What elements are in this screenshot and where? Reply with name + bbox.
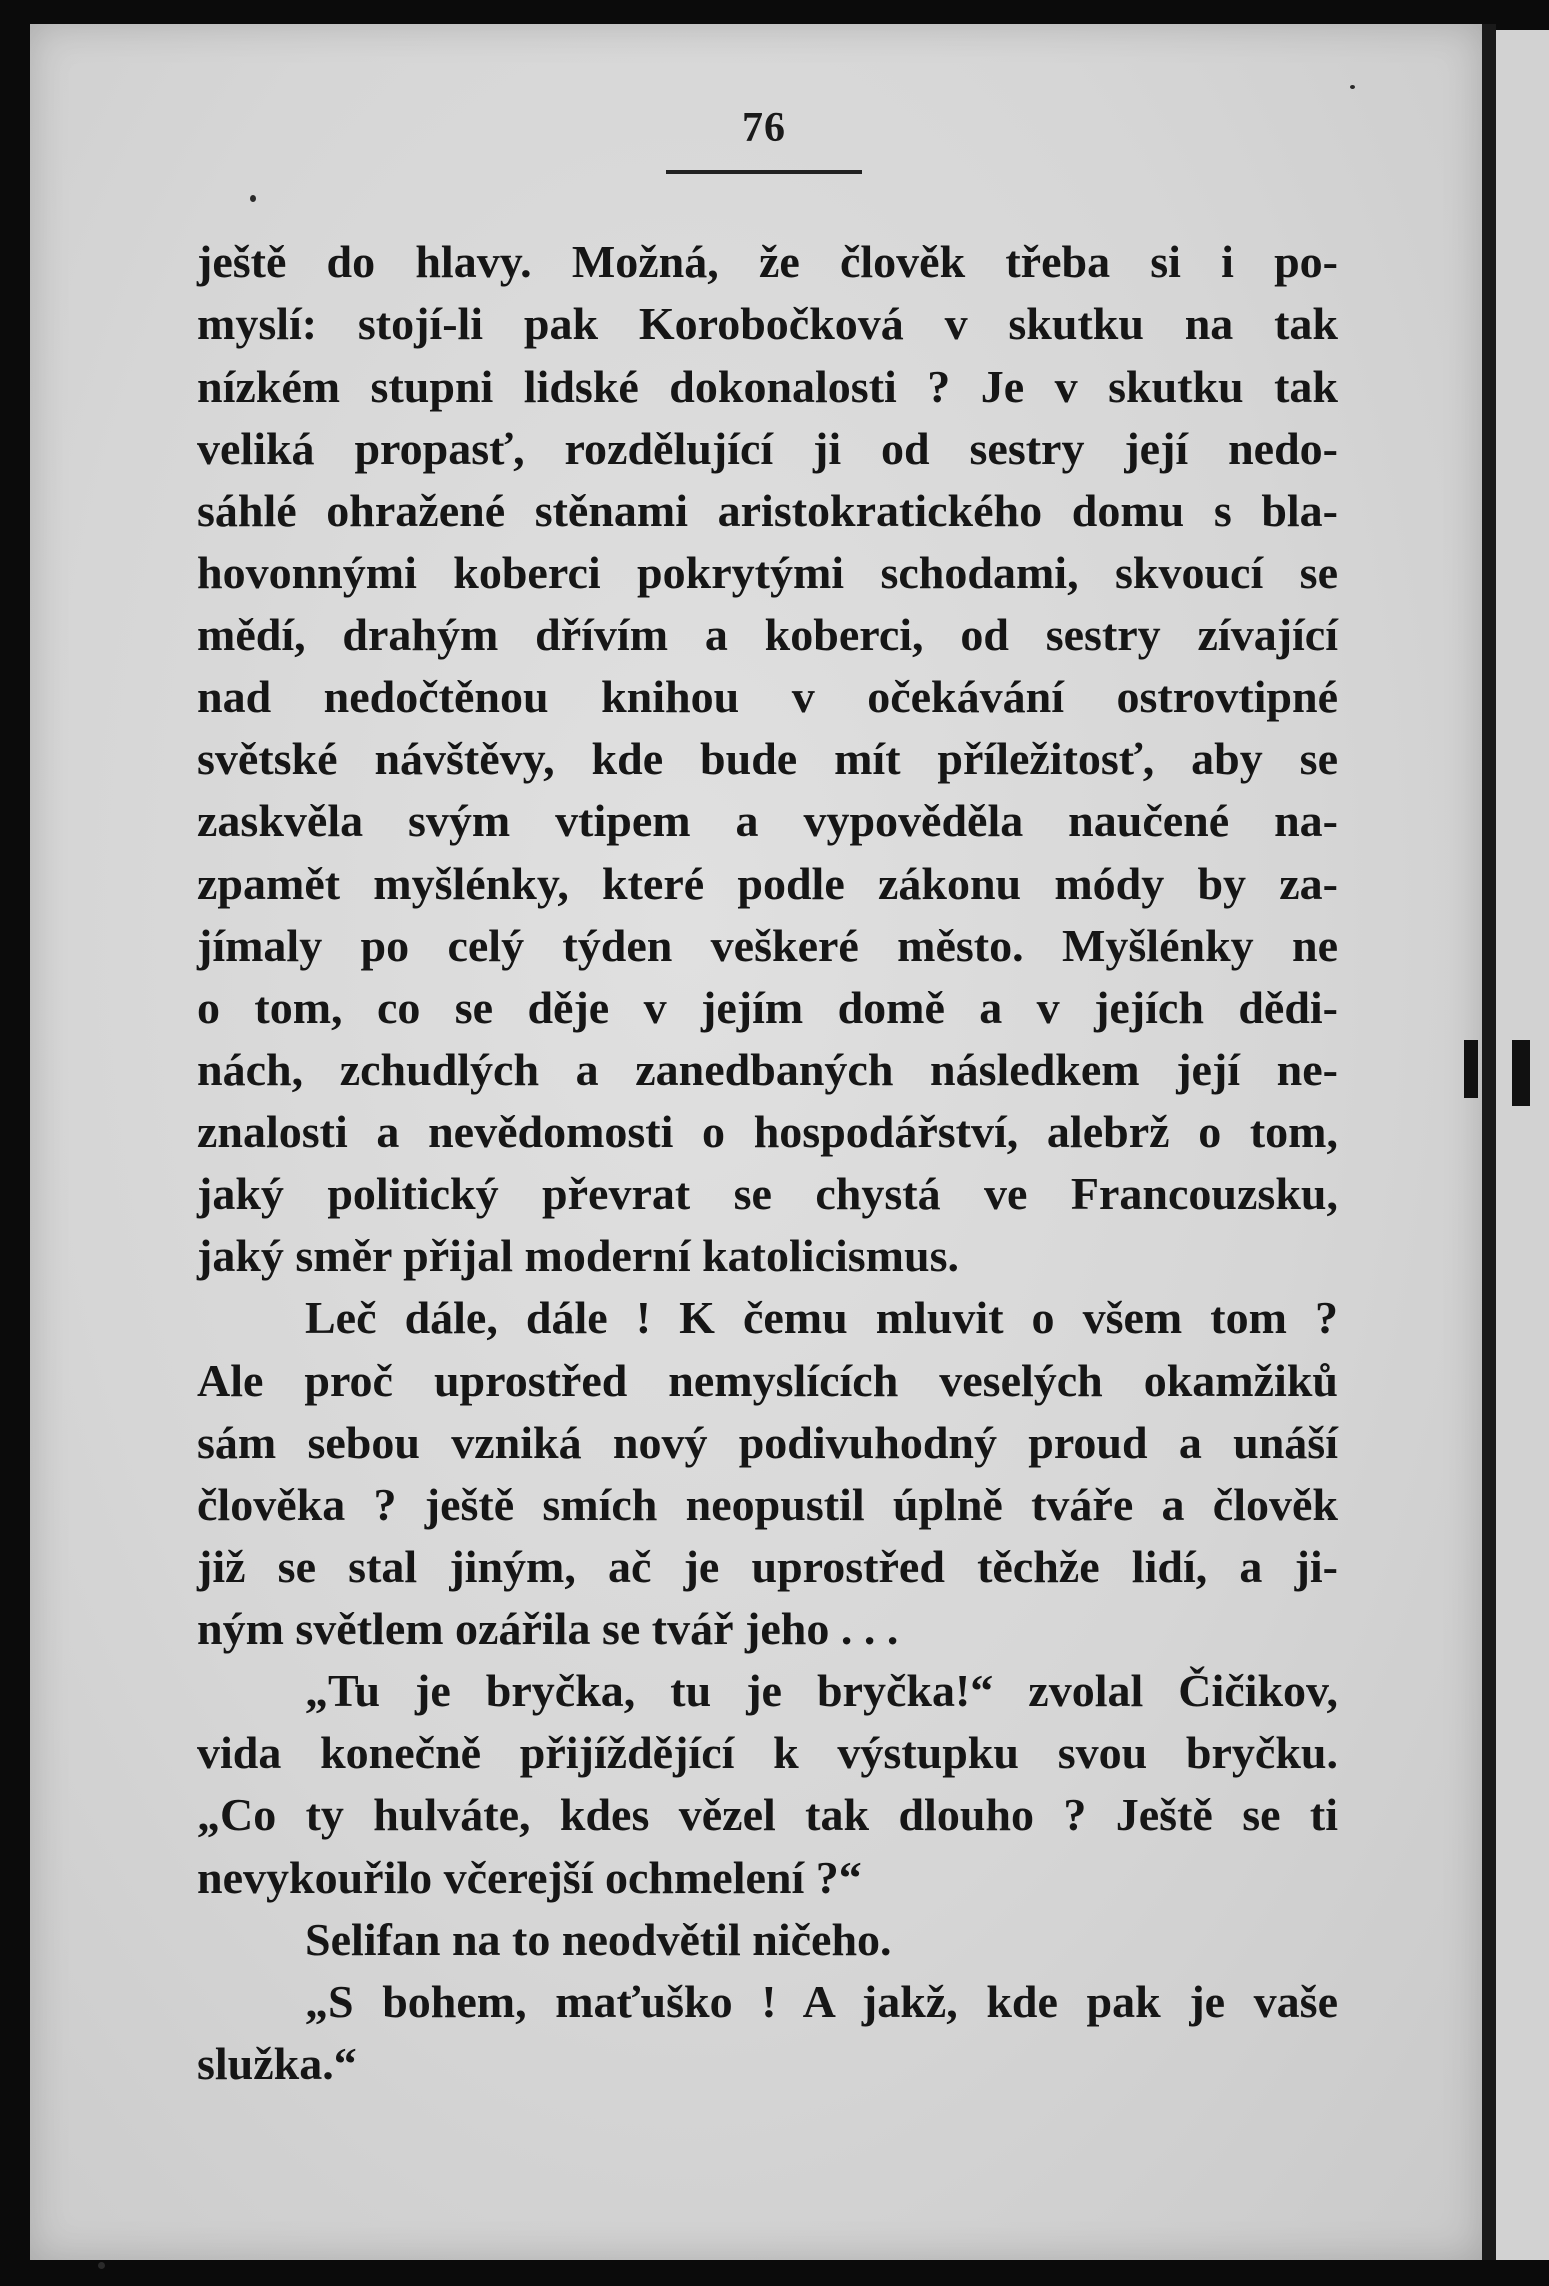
text-line: o tom, co se děje v jejím domě a v jejích dědi- — [197, 982, 1338, 1033]
text-line: nevykouřilo včerejší ochmelení ?“ — [197, 1852, 862, 1903]
text-line: myslí: stojí-li pak Korobočková v skutku na tak — [197, 298, 1338, 349]
paper-speck — [1350, 85, 1355, 89]
text-line: Leč dále, dále ! K čemu mluvit o všem tom ? — [305, 1292, 1338, 1343]
text-line: ještě do hlavy. Možná, že člověk třeba si i po- — [197, 236, 1338, 287]
text-line: „Co ty hulváte, kdes vězel tak dlouho ? Ještě se ti — [197, 1789, 1338, 1840]
text-line: jaký politický převrat se chystá ve Francouzsku, — [197, 1168, 1338, 1219]
bleed-through-mark — [1512, 1040, 1530, 1106]
text-line: již se stal jiným, ač je uprostřed těchže lidí, a ji- — [197, 1541, 1338, 1592]
text-line: ným světlem ozářila se tvář jeho . . . — [197, 1603, 899, 1654]
text-line: vida konečně přijíždějící k výstupku svou bryčku. — [197, 1727, 1338, 1778]
text-line: světské návštěvy, kde bude mít příležitosť, aby se — [197, 733, 1338, 784]
text-line: nízkém stupni lidské dokonalosti ? Je v skutku tak — [197, 361, 1338, 412]
page-number-rule — [666, 170, 862, 174]
adjacent-page-edge — [1496, 30, 1549, 2260]
text-line: jímaly po celý týden veškeré město. Myšlénky ne — [197, 920, 1338, 971]
text-line: nad nedočtěnou knihou v očekávání ostrovtipné — [197, 671, 1338, 722]
text-line: hovonnými koberci pokrytými schodami, skvoucí se — [197, 547, 1338, 598]
text-line: sám sebou vzniká nový podivuhodný proud a unáší — [197, 1417, 1338, 1468]
text-line: veliká propasť, rozdělující ji od sestry její nedo- — [197, 423, 1338, 474]
text-line: „S bohem, maťuško ! A jakž, kde pak je vaše — [305, 1976, 1338, 2027]
paper-speck — [250, 195, 256, 202]
text-line: služka.“ — [197, 2038, 357, 2089]
text-line: zaskvěla svým vtipem a vypověděla naučené na- — [197, 795, 1338, 846]
text-line: znalosti a nevědomosti o hospodářství, alebrž o tom, — [197, 1106, 1338, 1157]
text-line: zpamět myšlénky, které podle zákonu módy by za- — [197, 858, 1338, 909]
text-line: Selifan na to neodvětil ničeho. — [305, 1914, 892, 1965]
page-gutter-shadow — [1482, 24, 1496, 2260]
text-line: nách, zchudlých a zanedbaných následkem její ne- — [197, 1044, 1338, 1095]
text-line: Ale proč uprostřed nemyslících veselých okamžiků — [197, 1355, 1338, 1406]
text-line: sáhlé ohražené stěnami aristokratického domu s bla- — [197, 485, 1338, 536]
page-number: 76 — [742, 105, 786, 151]
text-line: „Tu je bryčka, tu je bryčka!“ zvolal Čičikov, — [305, 1665, 1338, 1716]
text-line: mědí, drahým dřívím a koberci, od sestry zívající — [197, 609, 1338, 660]
bleed-through-mark — [1464, 1040, 1478, 1098]
text-line: člověka ? ještě smích neopustil úplně tváře a člověk — [197, 1479, 1338, 1530]
paper-speck — [98, 2262, 105, 2269]
text-line: jaký směr přijal moderní katolicismus. — [197, 1230, 959, 1281]
